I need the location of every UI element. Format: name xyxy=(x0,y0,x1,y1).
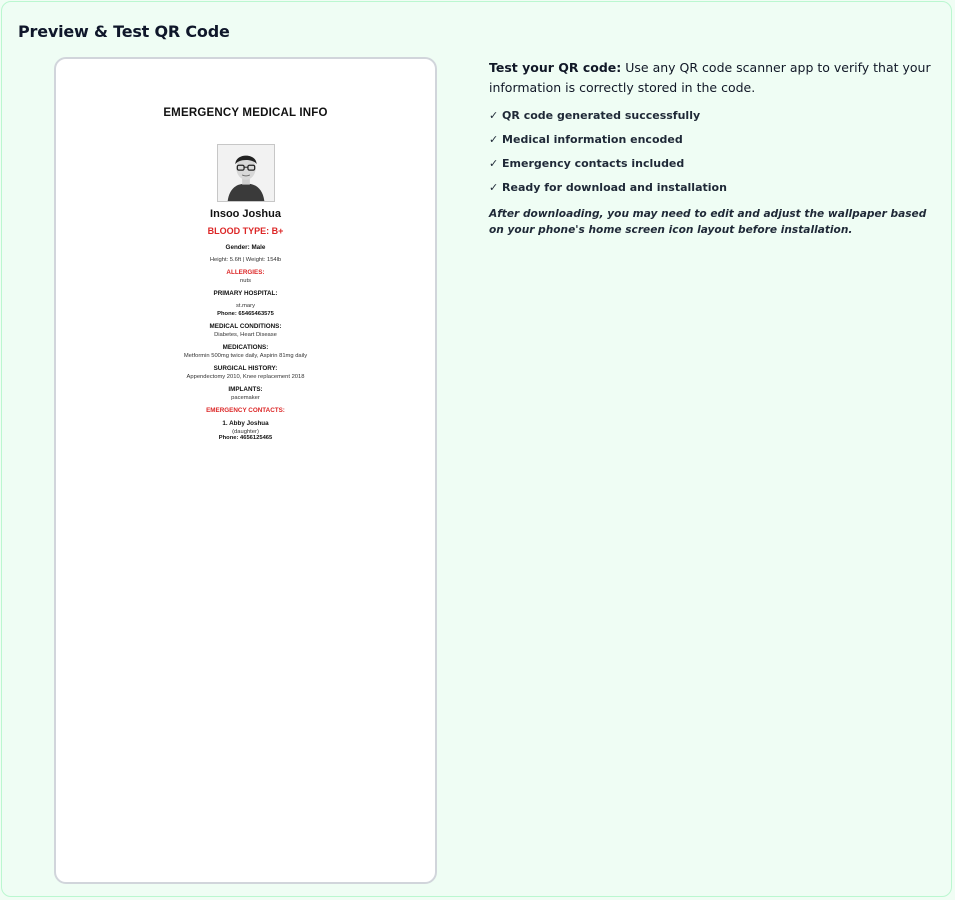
person-portrait-icon xyxy=(217,144,275,202)
test-intro-bold: Test your QR code: xyxy=(489,60,622,75)
checklist xyxy=(489,108,939,204)
preview-test-panel xyxy=(1,1,952,897)
surgical-value: Appendectomy 2010, Knee replacement 2018 xyxy=(186,374,305,380)
hospital-phone: Phone: 65465463575 xyxy=(217,311,274,317)
contact-relation: (daughter) xyxy=(232,429,259,435)
check-item: ✓ Ready for download and installation xyxy=(489,181,727,194)
conditions-label: MEDICAL CONDITIONS: xyxy=(209,323,282,330)
test-instructions xyxy=(489,58,939,238)
test-intro-text: Use any QR code scanner app to verify that your information is correctly stored in the code. xyxy=(489,60,931,95)
check-item: ✓ Emergency contacts included xyxy=(489,157,685,170)
test-intro xyxy=(489,58,939,98)
patient-name: Insoo Joshua xyxy=(210,208,281,220)
contact-name: 1. Abby Joshua xyxy=(222,420,269,427)
hospital-label: PRIMARY HOSPITAL: xyxy=(213,290,278,297)
allergies-label: ALLERGIES: xyxy=(226,269,265,276)
install-note: After downloading, you may need to edit and adjust the wallpaper based on your phone's home screen icon layout before installation. xyxy=(489,208,927,236)
check-item: ✓ QR code generated successfully xyxy=(489,109,701,122)
blood-type: BLOOD TYPE: B+ xyxy=(207,226,284,236)
hospital-name: st.mary xyxy=(235,303,255,309)
contacts-label: EMERGENCY CONTACTS: xyxy=(206,407,285,414)
contact-phone: Phone: 4656125465 xyxy=(218,435,273,441)
allergies-value: nuts xyxy=(240,278,251,284)
implants-value: pacemaker xyxy=(231,395,260,401)
check-item: ✓ Medical information encoded xyxy=(489,133,683,146)
surgical-label: SURGICAL HISTORY: xyxy=(213,365,278,372)
implants-label: IMPLANTS: xyxy=(228,386,263,393)
height-weight: Height: 5.6ft | Weight: 154lb xyxy=(209,257,282,263)
section-title: Preview & Test QR Code xyxy=(18,22,230,41)
card-title: EMERGENCY MEDICAL INFO xyxy=(163,107,328,119)
wallpaper-preview xyxy=(54,57,437,884)
medications-label: MEDICATIONS: xyxy=(222,344,269,351)
gender: Gender: Male xyxy=(225,244,266,251)
medications-value: Metformin 500mg twice daily, Aspirin 81mg daily xyxy=(183,353,308,359)
emergency-card xyxy=(56,107,435,441)
conditions-value: Diabetes, Heart Disease xyxy=(214,332,277,338)
